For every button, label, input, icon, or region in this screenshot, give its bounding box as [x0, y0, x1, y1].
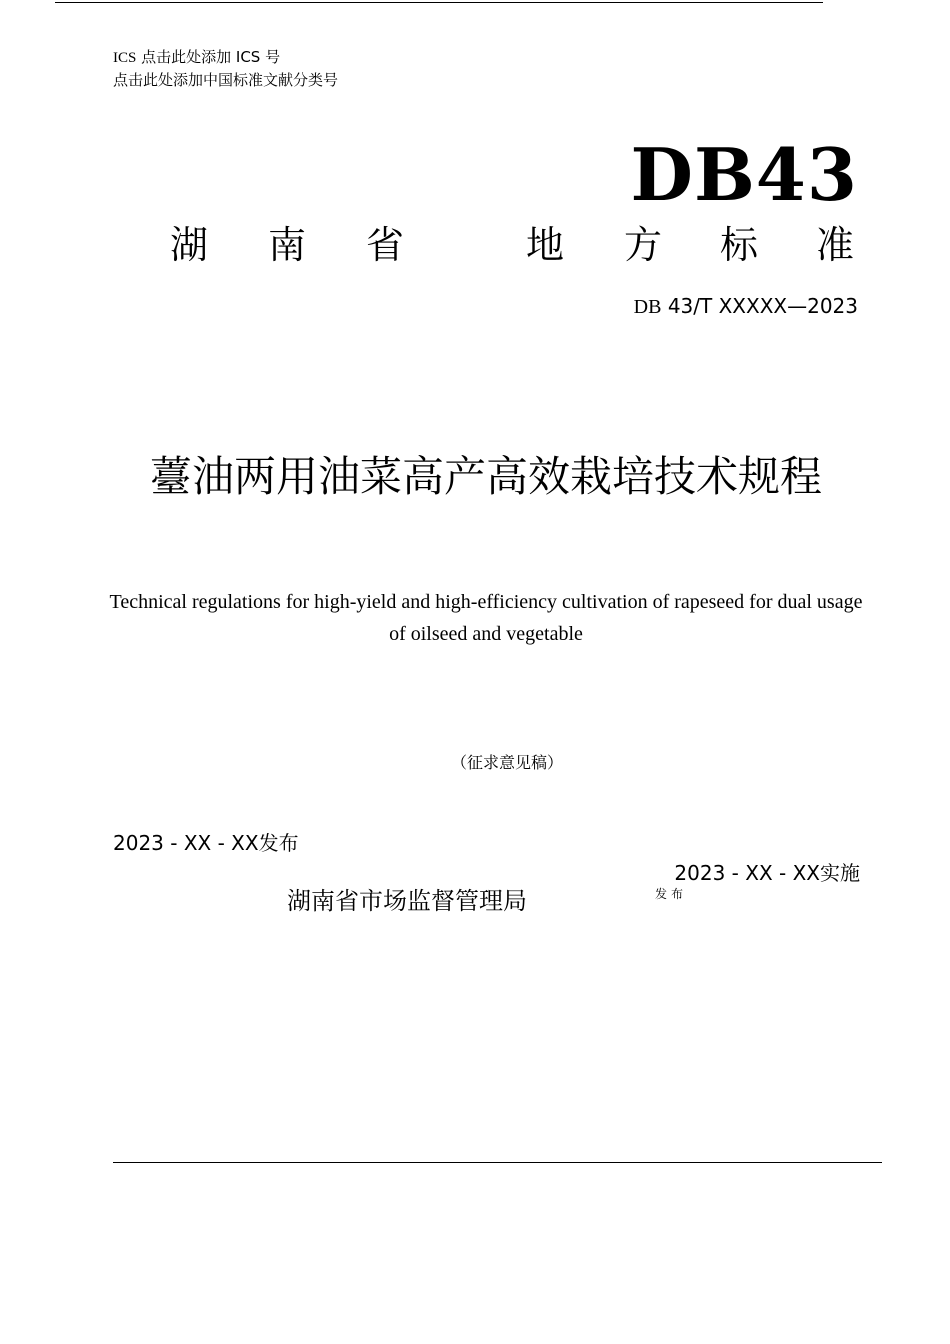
org-title — [170, 222, 860, 268]
ccs-placeholder: 点击此处添加中国标准文献分类号 — [113, 71, 339, 89]
draft-note: （征求意见稿） — [450, 753, 563, 772]
org-title-char: 准 — [816, 223, 855, 267]
org-title-char: 方 — [624, 223, 663, 267]
ics-number-line — [113, 47, 280, 68]
standard-number — [634, 294, 858, 319]
org-title-char: 湖 — [170, 223, 209, 267]
bottom-rule — [113, 1162, 882, 1163]
org-title-char: 地 — [526, 223, 565, 267]
ics-prefix: ICS — [113, 50, 137, 66]
standard-code: DB43 — [630, 132, 858, 217]
org-title-char: 南 — [268, 223, 307, 267]
issuing-authority: 湖南省市场监督管理局 — [287, 887, 527, 915]
document-title-english: Technical regulations for high-yield and high-efficiency cultivation of rapeseed for dual usage of oilseed and vegetable — [109, 591, 863, 645]
standard-number-rest: 43/T XXXXX—2023 — [661, 294, 858, 318]
standard-number-prefix: DB — [633, 296, 662, 318]
org-title-char: 省 — [366, 223, 405, 267]
org-title-char: 标 — [720, 223, 759, 267]
issuer-suffix: 发布 — [655, 887, 688, 901]
top-rule — [55, 2, 823, 3]
ics-placeholder: 点击此处添加 ICS 号 — [141, 48, 281, 66]
publish-date: 2023 - XX - XX发布 — [113, 831, 299, 855]
implement-date: 2023 - XX - XX实施 — [674, 861, 860, 885]
document-title-chinese: 薹油两用油菜高产高效栽培技术规程 — [149, 452, 822, 501]
